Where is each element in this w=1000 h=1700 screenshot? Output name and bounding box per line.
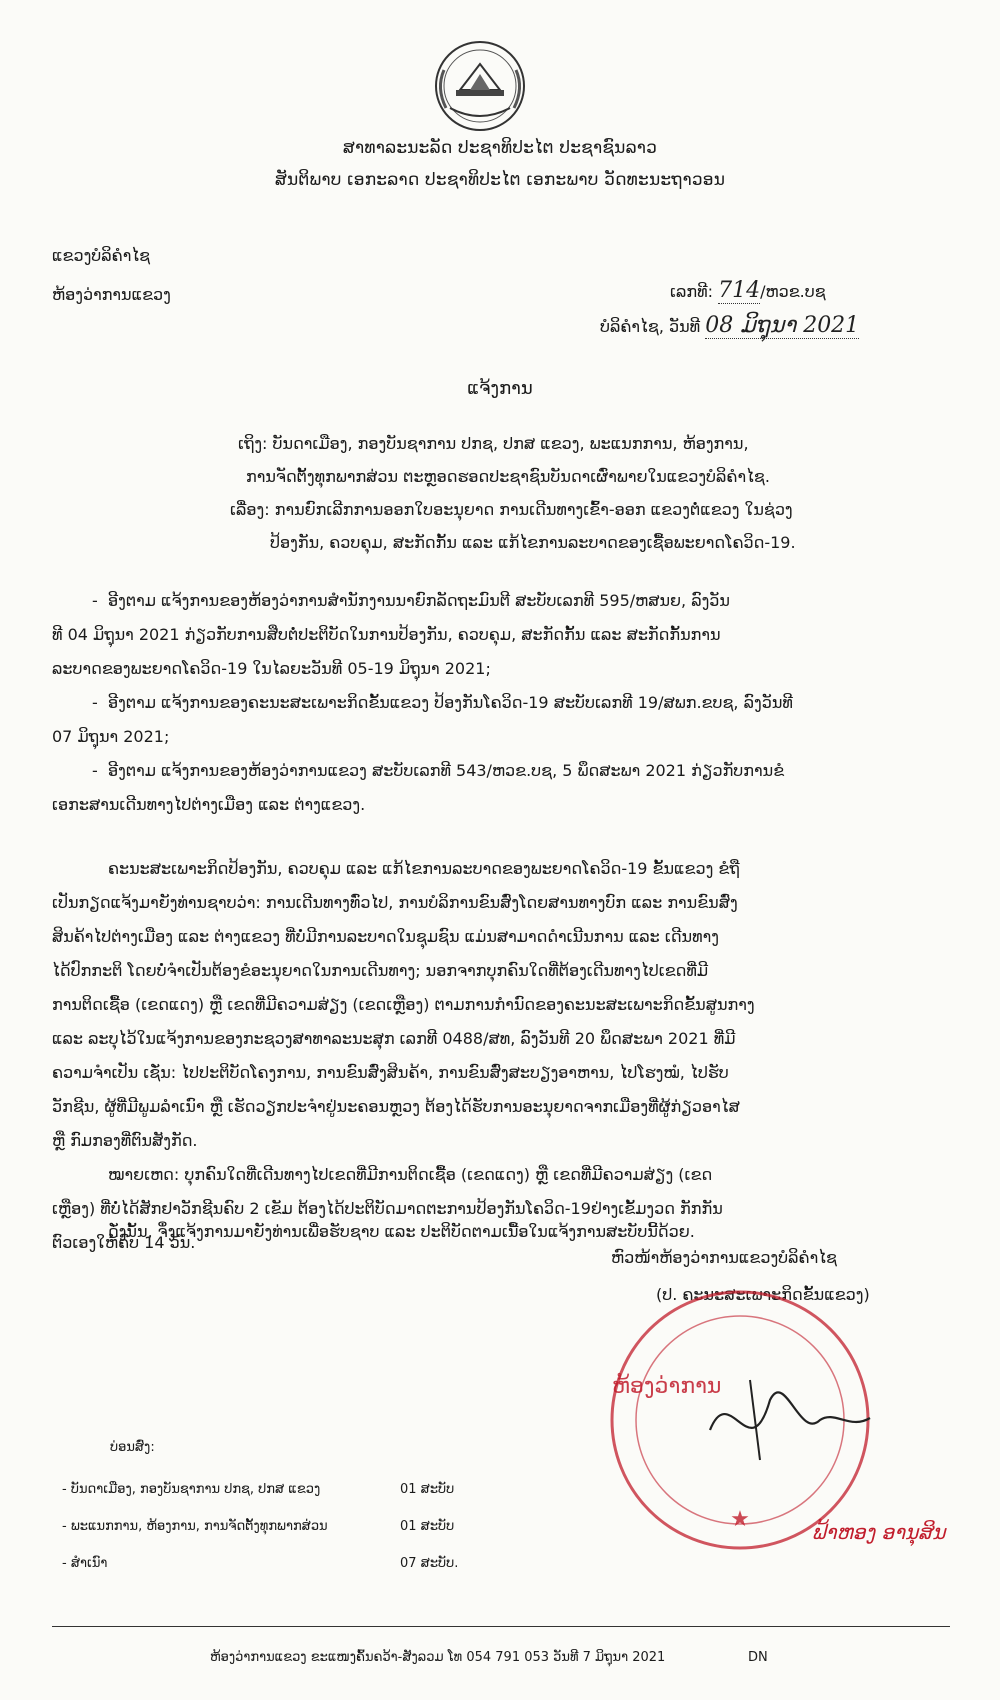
subject-line1: ການຍົກເລີກການອອກໃບອະນຸຍາດ ການເດີນທາງເຂົ້າ-ອອກ ແຂວງຕໍ່ແຂວງ ໃນຊ່ວງ <box>274 500 793 519</box>
stamp-text: ຫ້ອງວ່າການ <box>612 1374 722 1399</box>
addressee-block <box>238 427 770 493</box>
header-line1: ສາທາລະນະລັດ ປະຊາທິປະໄຕ ປະຊາຊົນລາວ <box>342 138 658 158</box>
cc-count: 01 ສະບັບ <box>400 1482 455 1497</box>
doc-number-handwritten: 714 <box>718 278 761 303</box>
org-province: ແຂວງບໍລິຄໍາໄຊ <box>52 246 151 265</box>
signature-title: ຫົວໜ້າຫ້ອງວ່າການແຂວງບໍລິຄໍາໄຊ <box>611 1248 837 1267</box>
to-line1: ບັນດາເມືອງ, ກອງບັນຊາການ ປກຊ, ປກສ ແຂວງ, ພະແນກການ, ຫ້ອງການ, <box>272 434 749 453</box>
body-paragraph-note: ໝາຍເຫດ: ບຸກຄົນໃດທີ່ເດີນທາງໄປເຂດທີ່ມີການຕິດເຊື້ອ (ເຂດແດງ) ຫຼື ເຂດທີ່ມີຄວາມສ່ຽງ (ເຂດ ເຫຼືອງ) ທີ່ບໍ່ໄດ້ສັກຢາວັກຊີນຄົບ 2 ເຂັມ ຕ້ອງໄດ້ປະຕິບັດມາດຕະການປ້ອງກັນໂຄວິດ-19ຢ່າງເຂັ້ມງວດ ກັກກັນ ຕົວເອງໃຫ້ຄົບ 14 ວັນ. <box>52 1165 723 1252</box>
subject-label: ເລື່ອງ: <box>230 500 270 519</box>
footer-initials: DN <box>748 1650 768 1665</box>
cc-row: - ພະແນກການ, ຫ້ອງການ, ການຈັດຕັ້ງທຸກພາກສ່ວນ <box>62 1519 328 1534</box>
to-line2: ການຈັດຕັ້ງທຸກພາກສ່ວນ ຕະຫຼອດຮອດປະຊາຊົນບັນດາເຜົ່າພາຍໃນແຂວງບໍລິຄໍາໄຊ. <box>246 467 770 486</box>
signer-name: ຟ້າຫອງ ອານຸສິນ <box>812 1520 946 1544</box>
footer-divider <box>52 1626 950 1627</box>
doc-date-handwritten: 08 ມິຖຸນາ 2021 <box>705 313 860 338</box>
reference-dash: - <box>92 761 98 780</box>
signature-subtitle: (ປ. ຄະນະສະເພາະກິດຂັ້ນແຂວງ) <box>656 1285 870 1304</box>
reference-item: - ອີງຕາມ ແຈ້ງການຂອງຫ້ອງວ່າການແຂວງ ສະບັບເລກທີ 543/ຫວຂ.ບຊ, 5 ພຶດສະພາ 2021 ກ່ຽວກັບການຂໍ <box>52 754 950 788</box>
doc-number-suffix: /ຫວຂ.ບຊ <box>760 282 826 301</box>
cc-label: ບ່ອນສົ່ງ: <box>110 1440 155 1455</box>
doc-number <box>670 278 826 303</box>
footer-text: ຫ້ອງວ່າການແຂວງ ຂະແໜງຄົ້ນຄວ້າ-ສັງລວມ ໂທ 054 791 053 ວັນທີ 7 ມິຖຸນາ 2021 <box>210 1650 666 1665</box>
reference-dash: - <box>92 693 98 712</box>
national-emblem-icon <box>420 38 540 133</box>
doc-date <box>600 313 859 338</box>
reference-list: - ອີງຕາມ ແຈ້ງການຂອງຫ້ອງວ່າການສໍານັກງານນາຍົກລັດຖະມົນຕີ ສະບັບເລກທີ 595/ຫສນຍ, ລົງວັນ ທີ 04 ມິຖຸນາ 2021 ກ່ຽວກັບການສືບຕໍ່ປະຕິບັດໃນການປ້ອງກັນ, ຄວບຄຸມ, ສະກັດກັ້ນ ແລະ ສະກັດກັ້ນການ ລະບາດຂອງພະຍາດໂຄວິດ-19 ໃນໄລຍະວັນທີ 05-19 ມິຖຸນາ 2021; - ອີງຕາມ ແຈ້ງການຂອງຄະນະສະເພາະກິດຂັ້ນແຂວງ ປ້ອງກັນໂຄວິດ-19 ສະບັບເລກທີ 19/ສພກ.ຂບຊ, ລົງວັນທີ 07 ມິຖຸນາ 2021; - ອີງຕາມ ແຈ້ງການຂອງຫ້ອງວ່າການແຂວງ ສະບັບເລກທີ 543/ຫວຂ.ບຊ, 5 ພຶດສະພາ 2021 ກ່ຽວກັບການຂໍ ເອກະສານເດີນທາງໄປຕ່າງເມືອງ ແລະ ຕ່າງແຂວງ. <box>52 584 950 822</box>
svg-text:★: ★ <box>730 1507 750 1532</box>
org-office: ຫ້ອງວ່າການແຂວງ <box>52 285 171 304</box>
cc-count: 07 ສະບັບ. <box>400 1556 459 1571</box>
doc-date-label: ບໍລິຄໍາໄຊ, ວັນທີ <box>600 317 701 336</box>
doc-number-label: ເລກທີ: <box>670 282 713 301</box>
reference-item: - ອີງຕາມ ແຈ້ງການຂອງຄະນະສະເພາະກິດຂັ້ນແຂວງ ປ້ອງກັນໂຄວິດ-19 ສະບັບເລກທີ 19/ສພກ.ຂບຊ, ລົງວັນທີ <box>52 686 950 720</box>
to-label: ເຖິງ: <box>238 434 268 453</box>
body-paragraph-1: ຄະນະສະເພາະກິດປ້ອງກັນ, ຄວບຄຸມ ແລະ ແກ້ໄຂການລະບາດຂອງພະຍາດໂຄວິດ-19 ຂັ້ນແຂວງ ຂໍຖື ເປັນກຽດແຈ້ງມາຍັງທ່ານຊາບວ່າ: ການເດີນທາງທົ່ວໄປ, ການບໍລິການຂົນສົ່ງໂດຍສານທາງບົກ ແລະ ການຂົນສົ່ງ ສິນຄ້າໄປຕ່າງເມືອງ ແລະ ຕ່າງແຂວງ ທີ່ບໍ່ມີການລະບາດໃນຊຸມຊົນ ແມ່ນສາມາດດໍາເນີນການ ແລະ ເດີນທາງ ໄດ້ປົກກະຕິ ໂດຍບໍ່ຈໍາເປັນຕ້ອງຂໍອະນຸຍາດໃນການເດີນທາງ; ນອກຈາກບຸກຄົນໃດທີ່ຕ້ອງເດີນທາງໄປເຂດທີ່ມີ ການຕິດເຊື້ອ (ເຂດແດງ) ຫຼື ເຂດທີ່ມີຄວາມສ່ຽງ (ເຂດເຫຼືອງ) ຕາມການກໍານົດຂອງຄະນະສະເພາະກິດຂັ້ນສູນກາງ ແລະ ລະບຸໄວ້ໃນແຈ້ງການຂອງກະຊວງສາທາລະນະສຸກ ເລກທີ 0488/ສທ, ລົງວັນທີ 20 ພຶດສະພາ 2021 ທີ່ມີ ຄວາມຈໍາເປັນ ເຊັ່ນ: ໄປປະຕິບັດໂຄງການ, ການຂົນສົ່ງສິນຄ້າ, ການຂົນສົ່ງສະບຽງອາຫານ, ໄປໂຮງໝໍ, ໄປຮັບ ວັກຊີນ, ຜູ້ທີ່ມີພູມລໍາເນົາ ຫຼື ເຮັດວຽກປະຈໍາຢູ່ນະຄອນຫຼວງ ຕ້ອງໄດ້ຮັບການອະນຸຍາດຈາກເມືອງທີ່ຜູ້ກ່ຽວອາໄສ ຫຼື ກົມກອງທີ່ຕົນສັງກັດ. <box>52 859 755 1150</box>
reference-item: - ອີງຕາມ ແຈ້ງການຂອງຫ້ອງວ່າການສໍານັກງານນາຍົກລັດຖະມົນຕີ ສະບັບເລກທີ 595/ຫສນຍ, ລົງວັນ <box>52 584 950 618</box>
body-paragraph-closing: ດັ່ງນັ້ນ, ຈຶ່ງແຈ້ງການມາຍັງທ່ານເພື່ອຮັບຊາບ ແລະ ປະຕິບັດຕາມເນື້ອໃນແຈ້ງການສະບັບນີ້ດ້ວຍ. <box>108 1222 695 1241</box>
cc-row: - ບັນດາເມືອງ, ກອງບັນຊາການ ປກຊ, ປກສ ແຂວງ <box>62 1482 321 1497</box>
cc-count: 01 ສະບັບ <box>400 1519 455 1534</box>
cc-row: - ສໍາເນົາ <box>62 1556 108 1571</box>
subject-block <box>230 493 796 559</box>
reference-dash: - <box>92 591 98 610</box>
subject-line2: ປ້ອງກັນ, ຄວບຄຸມ, ສະກັດກັ້ນ ແລະ ແກ້ໄຂການລະບາດຂອງເຊື້ອພະຍາດໂຄວິດ-19. <box>270 533 796 552</box>
document-title: ແຈ້ງການ <box>467 378 533 399</box>
header-line2: ສັນຕິພາບ ເອກະລາດ ປະຊາທິປະໄຕ ເອກະພາບ ວັດທະນະຖາວອນ <box>274 170 726 190</box>
